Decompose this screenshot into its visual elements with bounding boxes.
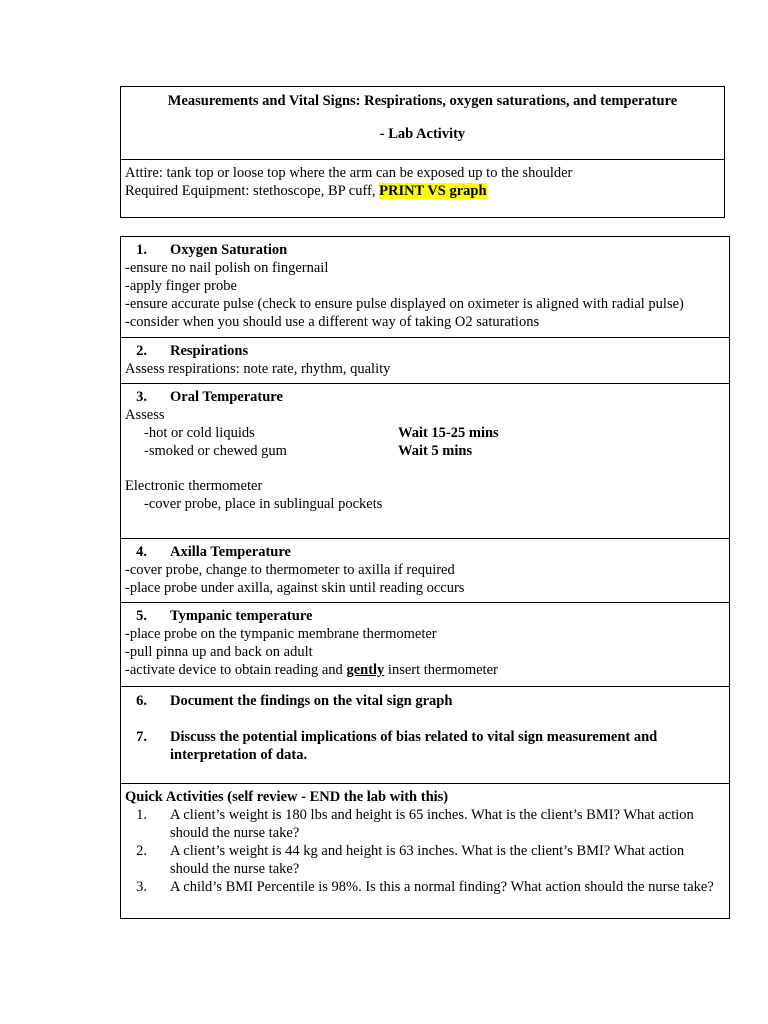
section-number: 1.	[136, 242, 147, 258]
section-axilla-temperature	[121, 539, 729, 603]
section-heading	[125, 388, 725, 406]
header-box	[120, 86, 725, 218]
section-title: Axilla Temperature	[170, 544, 291, 560]
section-oral-temperature	[121, 384, 729, 539]
section-number: 4.	[136, 544, 147, 560]
title-block	[121, 87, 724, 160]
section-title: Oral Temperature	[170, 389, 283, 405]
wait-time: Wait 5 mins	[398, 443, 473, 459]
list-item: Assess respirations: note rate, rhythm, quality	[125, 361, 391, 377]
equipment-highlight: PRINT VS graph	[379, 183, 487, 199]
section-heading	[125, 241, 725, 259]
item-text: A client’s weight is 180 lbs and height is 65 inches. What is the client’s BMI? What action should the nurse take?	[170, 807, 694, 841]
section-number: 5.	[136, 608, 147, 624]
page-subtitle: - Lab Activity	[379, 126, 466, 142]
page-title: Measurements and Vital Signs: Respirations, oxygen saturations, and temperature	[167, 93, 678, 109]
assess-item: -smoked or chewed gum	[144, 443, 287, 459]
spacer	[125, 460, 725, 477]
section-title: Oxygen Saturation	[170, 242, 288, 258]
list-item: -cover probe, change to thermometer to axilla if required	[125, 562, 455, 578]
section-oxygen-saturation	[121, 237, 729, 338]
list-item: -ensure no nail polish on fingernail	[125, 260, 329, 276]
text-prefix: -activate device to obtain reading and	[125, 662, 347, 678]
item-text: A child’s BMI Percentile is 98%. Is this a normal finding? What action should the nurse take?	[170, 879, 714, 895]
list-item: -place probe under axilla, against skin until reading occurs	[125, 580, 465, 596]
text-suffix: insert thermometer	[384, 662, 498, 678]
item-number: 6.	[136, 693, 147, 709]
section-quick-activities	[121, 784, 729, 920]
list-item: -pull pinna up and back on adult	[125, 644, 313, 660]
section-heading	[125, 342, 725, 360]
numbered-item	[125, 806, 725, 842]
section-heading	[125, 607, 725, 625]
list-item: -ensure accurate pulse (check to ensure pulse displayed on oximeter is aligned with radial pulse)	[125, 296, 684, 312]
assess-row	[125, 442, 725, 460]
equipment-text	[125, 182, 720, 200]
section-documentation	[121, 687, 729, 784]
numbered-item	[125, 728, 725, 764]
section-title: Respirations	[170, 343, 249, 359]
item-text: Document the findings on the vital sign graph	[170, 693, 453, 709]
wait-time: Wait 15-25 mins	[398, 425, 499, 441]
equipment-prefix: Required Equipment: stethoscope, BP cuff,	[125, 183, 380, 199]
section-respirations	[121, 338, 729, 384]
section-title: Quick Activities (self review - END the lab with this)	[125, 789, 449, 805]
emphasis-text: gently	[346, 662, 385, 678]
assess-row	[125, 424, 725, 442]
item-text: Discuss the potential implications of bias related to vital sign measurement and interpretation of data.	[170, 729, 658, 763]
section-heading	[125, 543, 725, 561]
list-item: -cover probe, place in sublingual pockets	[144, 496, 383, 512]
requirements-block	[121, 160, 724, 200]
section-number: 3.	[136, 389, 147, 405]
item-number: 3.	[136, 879, 147, 895]
assess-label: Assess	[125, 407, 165, 423]
numbered-item	[125, 842, 725, 878]
section-tympanic-temperature	[121, 603, 729, 687]
section-number: 2.	[136, 343, 147, 359]
activity-table	[120, 236, 730, 919]
numbered-item	[125, 878, 725, 896]
item-number: 1.	[136, 807, 147, 823]
list-item: -consider when you should use a different way of taking O2 saturations	[125, 314, 540, 330]
item-text: A client’s weight is 44 kg and height is 63 inches. What is the client’s BMI? What action should the nurse take?	[170, 843, 685, 877]
assess-item: -hot or cold liquids	[144, 425, 255, 441]
numbered-item	[125, 692, 725, 710]
list-item: -apply finger probe	[125, 278, 237, 294]
attire-text: Attire: tank top or loose top where the arm can be exposed up to the shoulder	[125, 165, 573, 181]
list-item	[125, 661, 725, 679]
item-number: 7.	[136, 729, 147, 745]
list-item: -place probe on the tympanic membrane thermometer	[125, 626, 437, 642]
electronic-label: Electronic thermometer	[125, 478, 263, 494]
section-title: Tympanic temperature	[170, 608, 313, 624]
item-number: 2.	[136, 843, 147, 859]
